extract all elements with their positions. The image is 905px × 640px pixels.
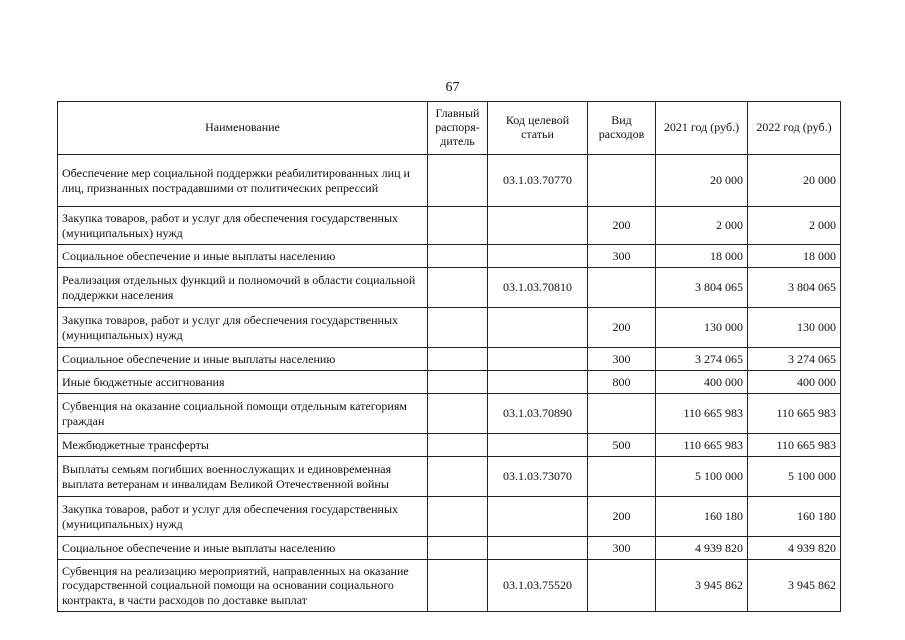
- cell-target-code: [488, 348, 588, 371]
- cell-target-code: [488, 497, 588, 537]
- cell-year-2021: 160 180: [656, 497, 748, 537]
- cell-year-2021: 4 939 820: [656, 537, 748, 560]
- table-row: [58, 457, 841, 497]
- table-row: [58, 348, 841, 371]
- cell-year-2021: 20 000: [656, 155, 748, 207]
- table-row: [58, 394, 841, 434]
- cell-expense-type: 200: [588, 308, 656, 348]
- cell-expense-type: 800: [588, 371, 656, 394]
- cell-year-2022: 3 804 065: [748, 268, 841, 308]
- cell-name: Закупка товаров, работ и услуг для обеспечения государственных (муниципальных) нужд: [58, 308, 428, 348]
- cell-name: Субвенция на оказание социальной помощи отдельным категориям граждан: [58, 394, 428, 434]
- table-row: [58, 245, 841, 268]
- cell-year-2021: 110 665 983: [656, 434, 748, 457]
- table-row: [58, 308, 841, 348]
- cell-expense-type: [588, 394, 656, 434]
- cell-main-manager: [428, 537, 488, 560]
- cell-expense-type: 500: [588, 434, 656, 457]
- cell-expense-type: [588, 457, 656, 497]
- header-year-2022: 2022 год (руб.): [748, 102, 841, 155]
- cell-year-2022: 160 180: [748, 497, 841, 537]
- header-name: Наименование: [58, 102, 428, 155]
- cell-name: Субвенция на реализацию мероприятий, направленных на оказание государственной социальной помощи на основании социального контракта, в части расходов по доставке выплат: [58, 560, 428, 612]
- cell-expense-type: [588, 155, 656, 207]
- cell-expense-type: 300: [588, 537, 656, 560]
- cell-year-2021: 3 945 862: [656, 560, 748, 612]
- header-main-manager: Главный распоря-дитель: [428, 102, 488, 155]
- cell-expense-type: 300: [588, 245, 656, 268]
- cell-year-2021: 110 665 983: [656, 394, 748, 434]
- cell-main-manager: [428, 394, 488, 434]
- cell-year-2022: 110 665 983: [748, 434, 841, 457]
- cell-year-2022: 4 939 820: [748, 537, 841, 560]
- cell-year-2022: 3 274 065: [748, 348, 841, 371]
- cell-name: Закупка товаров, работ и услуг для обеспечения государственных (муниципальных) нужд: [58, 207, 428, 245]
- cell-expense-type: [588, 560, 656, 612]
- cell-target-code: 03.1.03.73070: [488, 457, 588, 497]
- cell-main-manager: [428, 245, 488, 268]
- cell-main-manager: [428, 457, 488, 497]
- cell-main-manager: [428, 371, 488, 394]
- cell-year-2022: 400 000: [748, 371, 841, 394]
- cell-year-2022: 130 000: [748, 308, 841, 348]
- cell-name: Выплаты семьям погибших военнослужащих и единовременная выплата ветеранам и инвалидам Великой Отечественной войны: [58, 457, 428, 497]
- cell-main-manager: [428, 207, 488, 245]
- cell-name: Иные бюджетные ассигнования: [58, 371, 428, 394]
- cell-name: Межбюджетные трансферты: [58, 434, 428, 457]
- cell-name: Реализация отдельных функций и полномочий в области социальной поддержки населения: [58, 268, 428, 308]
- header-expense-type: Вид расходов: [588, 102, 656, 155]
- cell-name: Социальное обеспечение и иные выплаты населению: [58, 537, 428, 560]
- header-target-code: Код целевой статьи: [488, 102, 588, 155]
- cell-target-code: 03.1.03.75520: [488, 560, 588, 612]
- cell-year-2021: 400 000: [656, 371, 748, 394]
- cell-target-code: 03.1.03.70770: [488, 155, 588, 207]
- table-row: [58, 434, 841, 457]
- cell-expense-type: 300: [588, 348, 656, 371]
- table-row: [58, 537, 841, 560]
- cell-main-manager: [428, 155, 488, 207]
- cell-year-2021: 3 804 065: [656, 268, 748, 308]
- cell-target-code: [488, 207, 588, 245]
- table-row: [58, 560, 841, 612]
- cell-main-manager: [428, 268, 488, 308]
- cell-main-manager: [428, 497, 488, 537]
- cell-target-code: [488, 308, 588, 348]
- budget-table: [57, 101, 841, 612]
- cell-main-manager: [428, 560, 488, 612]
- table-row: [58, 371, 841, 394]
- cell-expense-type: [588, 268, 656, 308]
- cell-expense-type: 200: [588, 207, 656, 245]
- cell-name: Обеспечение мер социальной поддержки реабилитированных лиц и лиц, признанных пострадавшими от политических репрессий: [58, 155, 428, 207]
- cell-target-code: [488, 537, 588, 560]
- page-number: 67: [445, 80, 460, 95]
- cell-target-code: [488, 371, 588, 394]
- cell-year-2022: 20 000: [748, 155, 841, 207]
- cell-target-code: 03.1.03.70810: [488, 268, 588, 308]
- cell-name: Социальное обеспечение и иные выплаты населению: [58, 245, 428, 268]
- table-row: [58, 155, 841, 207]
- cell-target-code: 03.1.03.70890: [488, 394, 588, 434]
- table-header-row: [58, 102, 841, 155]
- cell-year-2022: 3 945 862: [748, 560, 841, 612]
- cell-year-2021: 3 274 065: [656, 348, 748, 371]
- cell-year-2022: 5 100 000: [748, 457, 841, 497]
- cell-target-code: [488, 434, 588, 457]
- cell-year-2021: 130 000: [656, 308, 748, 348]
- cell-main-manager: [428, 348, 488, 371]
- cell-year-2022: 18 000: [748, 245, 841, 268]
- cell-year-2022: 110 665 983: [748, 394, 841, 434]
- cell-main-manager: [428, 434, 488, 457]
- cell-year-2021: 18 000: [656, 245, 748, 268]
- header-year-2021: 2021 год (руб.): [656, 102, 748, 155]
- cell-target-code: [488, 245, 588, 268]
- cell-name: Закупка товаров, работ и услуг для обеспечения государственных (муниципальных) нужд: [58, 497, 428, 537]
- cell-year-2021: 2 000: [656, 207, 748, 245]
- cell-expense-type: 200: [588, 497, 656, 537]
- table-row: [58, 497, 841, 537]
- cell-name: Социальное обеспечение и иные выплаты населению: [58, 348, 428, 371]
- cell-year-2022: 2 000: [748, 207, 841, 245]
- table-row: [58, 268, 841, 308]
- cell-year-2021: 5 100 000: [656, 457, 748, 497]
- table-row: [58, 207, 841, 245]
- cell-main-manager: [428, 308, 488, 348]
